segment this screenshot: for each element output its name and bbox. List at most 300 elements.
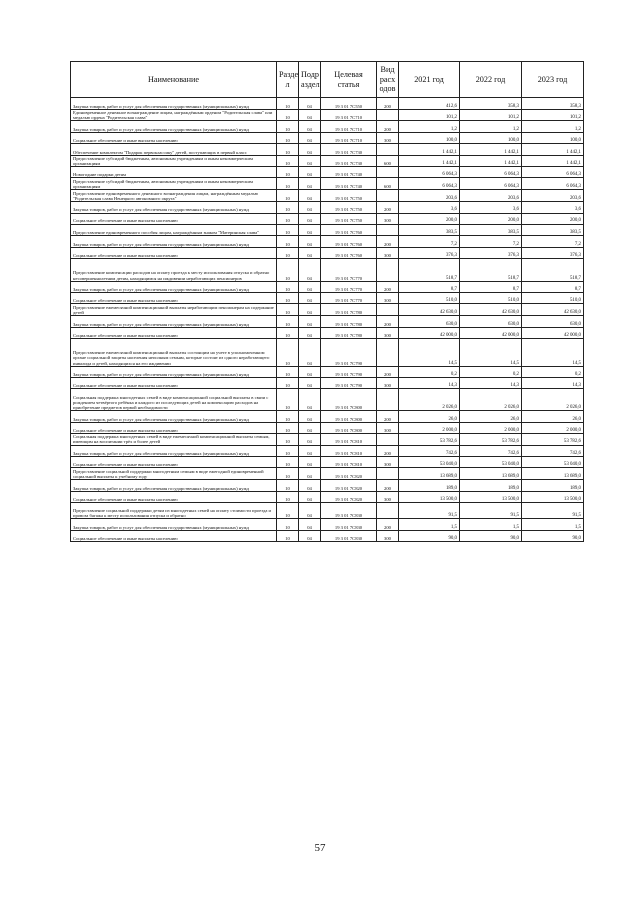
table-row bbox=[71, 519, 584, 531]
row-vid bbox=[377, 433, 399, 445]
table-row bbox=[71, 338, 584, 366]
row-vid: 200 bbox=[377, 316, 399, 328]
row-value-2021: 510,0 bbox=[399, 293, 460, 304]
row-razdel: 10 bbox=[277, 502, 299, 519]
row-value-2022: 14,3 bbox=[460, 378, 522, 389]
row-value-2022: 203,6 bbox=[460, 190, 522, 202]
row-value-2022: 14,5 bbox=[460, 338, 522, 366]
row-value-2021: 0,2 bbox=[399, 366, 460, 378]
row-target: 19 3 01 7С760 bbox=[321, 247, 377, 258]
table-row bbox=[71, 213, 584, 224]
row-value-2022: 2 000,0 bbox=[460, 422, 522, 433]
row-name: Обеспечение комплектом "Подарок первоклассику" детей, поступающих в первый класс bbox=[71, 144, 277, 156]
header-razdel: Разде л bbox=[277, 62, 299, 98]
row-value-2021: 53 040,0 bbox=[399, 457, 460, 468]
row-value-2022: 742,6 bbox=[460, 445, 522, 457]
row-vid: 200 bbox=[377, 98, 399, 110]
row-value-2023: 14,5 bbox=[522, 338, 584, 366]
row-value-2023: 6 064,3 bbox=[522, 178, 584, 190]
row-value-2023: 14,3 bbox=[522, 378, 584, 389]
row-vid: 300 bbox=[377, 378, 399, 389]
row-razdel: 10 bbox=[277, 224, 299, 236]
row-value-2021: 13 500,0 bbox=[399, 491, 460, 502]
row-value-2021: 376,3 bbox=[399, 247, 460, 258]
row-value-2022: 510,0 bbox=[460, 293, 522, 304]
row-vid bbox=[377, 338, 399, 366]
row-value-2021: 518,7 bbox=[399, 258, 460, 281]
row-podrazdel: 04 bbox=[299, 502, 321, 519]
row-value-2023: 53 782,6 bbox=[522, 433, 584, 445]
row-podrazdel: 04 bbox=[299, 258, 321, 281]
row-name: Закупка товаров, работ и услуг для обеспечения государственных (муниципальных) нужд bbox=[71, 281, 277, 293]
row-vid: 200 bbox=[377, 121, 399, 133]
row-target: 19 3 01 7С780 bbox=[321, 304, 377, 316]
row-value-2022: 6 064,3 bbox=[460, 178, 522, 190]
row-target: 19 3 01 7С770 bbox=[321, 293, 377, 304]
row-value-2023: 742,6 bbox=[522, 445, 584, 457]
row-value-2023: 1 442,1 bbox=[522, 144, 584, 156]
row-value-2022: 518,7 bbox=[460, 258, 522, 281]
row-podrazdel: 04 bbox=[299, 133, 321, 144]
row-vid: 200 bbox=[377, 201, 399, 213]
row-target: 19 3 01 7С830 bbox=[321, 502, 377, 519]
row-value-2023: 100,0 bbox=[522, 133, 584, 144]
row-target: 19 3 01 7С800 bbox=[321, 422, 377, 433]
row-razdel: 10 bbox=[277, 293, 299, 304]
row-podrazdel: 04 bbox=[299, 422, 321, 433]
row-value-2023: 90,0 bbox=[522, 531, 584, 542]
row-name: Социальное обеспечение и иные выплаты населению bbox=[71, 133, 277, 144]
row-vid: 300 bbox=[377, 327, 399, 338]
row-value-2023: 101,2 bbox=[522, 109, 584, 121]
row-value-2021: 3,6 bbox=[399, 201, 460, 213]
row-target: 19 3 01 7С780 bbox=[321, 316, 377, 328]
table-row bbox=[71, 224, 584, 236]
row-target: 19 3 01 7С770 bbox=[321, 258, 377, 281]
row-value-2022: 7,2 bbox=[460, 236, 522, 248]
row-podrazdel: 04 bbox=[299, 121, 321, 133]
row-value-2022: 53 040,0 bbox=[460, 457, 522, 468]
row-vid: 600 bbox=[377, 178, 399, 190]
row-name: Предоставление ежемесячной компенсационной выплаты состоящим на учете в уполномоченном органе социальной защиты населения неполным семьям, которые состоят из одного неработающего инвалида и детей, находящихся на его иждивении bbox=[71, 338, 277, 366]
row-name: Закупка товаров, работ и услуг для обеспечения государственных (муниципальных) нужд bbox=[71, 366, 277, 378]
row-name: Предоставление ежемесячной компенсационной выплаты неработающим пенсионерам на содержание детей bbox=[71, 304, 277, 316]
row-name: Социальное обеспечение и иные выплаты населению bbox=[71, 213, 277, 224]
row-name: Социальное обеспечение и иные выплаты населению bbox=[71, 247, 277, 258]
table-row bbox=[71, 445, 584, 457]
row-name: Предоставление компенсации расходов на оплату проезда к месту использования отпуска и обратно несовершеннолетним детям, находящимся на иждивении неработающих пенсионеров bbox=[71, 258, 277, 281]
row-value-2023: 13 689,0 bbox=[522, 468, 584, 480]
row-target: 19 3 01 7С750 bbox=[321, 213, 377, 224]
row-value-2022: 42 630,0 bbox=[460, 304, 522, 316]
row-razdel: 10 bbox=[277, 144, 299, 156]
row-podrazdel: 04 bbox=[299, 316, 321, 328]
row-value-2022: 91,5 bbox=[460, 502, 522, 519]
row-vid bbox=[377, 190, 399, 202]
row-target: 19 3 01 7С740 bbox=[321, 178, 377, 190]
row-value-2022: 6 064,3 bbox=[460, 167, 522, 178]
row-razdel: 10 bbox=[277, 422, 299, 433]
row-value-2022: 3,6 bbox=[460, 201, 522, 213]
row-razdel: 10 bbox=[277, 457, 299, 468]
row-target: 19 3 01 7С710 bbox=[321, 133, 377, 144]
row-value-2022: 1 442,1 bbox=[460, 144, 522, 156]
row-target: 19 3 01 7С820 bbox=[321, 468, 377, 480]
row-value-2021: 42 000,0 bbox=[399, 327, 460, 338]
row-value-2023: 189,0 bbox=[522, 479, 584, 491]
row-razdel: 10 bbox=[277, 109, 299, 121]
row-name: Закупка товаров, работ и услуг для обеспечения государственных (муниципальных) нужд bbox=[71, 98, 277, 110]
row-value-2022: 42 000,0 bbox=[460, 327, 522, 338]
row-podrazdel: 04 bbox=[299, 98, 321, 110]
row-target: 19 3 01 7С750 bbox=[321, 201, 377, 213]
table-row bbox=[71, 304, 584, 316]
row-razdel: 10 bbox=[277, 445, 299, 457]
row-target: 19 3 01 7С750 bbox=[321, 190, 377, 202]
row-value-2021: 13 689,0 bbox=[399, 468, 460, 480]
row-value-2022: 26,0 bbox=[460, 411, 522, 423]
header-vid: Вид расх одов bbox=[377, 62, 399, 98]
row-razdel: 10 bbox=[277, 98, 299, 110]
row-razdel: 10 bbox=[277, 258, 299, 281]
row-name: Закупка товаров, работ и услуг для обеспечения государственных (муниципальных) нужд bbox=[71, 519, 277, 531]
row-value-2023: 1,2 bbox=[522, 121, 584, 133]
table-row bbox=[71, 293, 584, 304]
row-value-2021: 742,6 bbox=[399, 445, 460, 457]
table-header-row bbox=[71, 62, 584, 98]
row-value-2022: 630,0 bbox=[460, 316, 522, 328]
row-name: Социальная поддержка многодетных семей в виде ежемесячной компенсационной выплаты семьям, имеющим на воспитании трёх и более детей bbox=[71, 433, 277, 445]
row-name: Единовременное денежное вознаграждение лицам, награждённым орденом "Родительская слава" или медалью ордена "Родительская слава" bbox=[71, 109, 277, 121]
row-podrazdel: 04 bbox=[299, 155, 321, 167]
row-value-2021: 6 064,3 bbox=[399, 178, 460, 190]
row-razdel: 10 bbox=[277, 190, 299, 202]
row-razdel: 10 bbox=[277, 178, 299, 190]
row-target: 19 3 01 7С810 bbox=[321, 457, 377, 468]
row-name: Закупка товаров, работ и услуг для обеспечения государственных (муниципальных) нужд bbox=[71, 479, 277, 491]
row-vid bbox=[377, 167, 399, 178]
row-target: 19 3 01 7С800 bbox=[321, 411, 377, 423]
row-target: 19 3 01 7С760 bbox=[321, 224, 377, 236]
table-body bbox=[71, 98, 584, 542]
row-value-2023: 630,0 bbox=[522, 316, 584, 328]
row-value-2023: 358,3 bbox=[522, 98, 584, 110]
row-value-2021: 6 064,3 bbox=[399, 167, 460, 178]
row-value-2023: 0,2 bbox=[522, 366, 584, 378]
table-row bbox=[71, 201, 584, 213]
table-row bbox=[71, 247, 584, 258]
row-value-2023: 2 026,0 bbox=[522, 389, 584, 411]
row-value-2021: 100,0 bbox=[399, 133, 460, 144]
row-value-2021: 90,0 bbox=[399, 531, 460, 542]
row-value-2022: 53 782,6 bbox=[460, 433, 522, 445]
row-vid bbox=[377, 502, 399, 519]
row-razdel: 10 bbox=[277, 519, 299, 531]
row-value-2023: 13 500,0 bbox=[522, 491, 584, 502]
row-vid bbox=[377, 389, 399, 411]
header-2021: 2021 год bbox=[399, 62, 460, 98]
row-value-2022: 1,5 bbox=[460, 519, 522, 531]
row-razdel: 10 bbox=[277, 236, 299, 248]
table-row bbox=[71, 433, 584, 445]
row-podrazdel: 04 bbox=[299, 411, 321, 423]
row-podrazdel: 04 bbox=[299, 479, 321, 491]
row-value-2022: 90,0 bbox=[460, 531, 522, 542]
table-row bbox=[71, 144, 584, 156]
table-row bbox=[71, 378, 584, 389]
row-target: 19 3 01 7С810 bbox=[321, 433, 377, 445]
table-row bbox=[71, 258, 584, 281]
row-value-2023: 1,5 bbox=[522, 519, 584, 531]
row-target: 19 3 01 7С830 bbox=[321, 531, 377, 542]
row-podrazdel: 04 bbox=[299, 327, 321, 338]
table-row bbox=[71, 98, 584, 110]
table-row bbox=[71, 109, 584, 121]
row-podrazdel: 04 bbox=[299, 144, 321, 156]
row-value-2023: 376,3 bbox=[522, 247, 584, 258]
row-podrazdel: 04 bbox=[299, 433, 321, 445]
table-row bbox=[71, 422, 584, 433]
row-podrazdel: 04 bbox=[299, 304, 321, 316]
row-razdel: 10 bbox=[277, 366, 299, 378]
row-vid: 300 bbox=[377, 491, 399, 502]
row-razdel: 10 bbox=[277, 167, 299, 178]
row-razdel: 10 bbox=[277, 338, 299, 366]
row-vid bbox=[377, 468, 399, 480]
row-value-2023: 6 064,3 bbox=[522, 167, 584, 178]
table-row bbox=[71, 366, 584, 378]
row-vid: 600 bbox=[377, 155, 399, 167]
row-podrazdel: 04 bbox=[299, 178, 321, 190]
row-podrazdel: 04 bbox=[299, 366, 321, 378]
row-value-2022: 2 026,0 bbox=[460, 389, 522, 411]
row-name: Предоставление субсидий бюджетным, автономным учреждениям и иным некоммерческим организациям bbox=[71, 155, 277, 167]
row-target: 19 3 01 7С810 bbox=[321, 445, 377, 457]
row-vid: 200 bbox=[377, 519, 399, 531]
header-target: Целевая статья bbox=[321, 62, 377, 98]
row-value-2021: 8,7 bbox=[399, 281, 460, 293]
row-value-2022: 383,5 bbox=[460, 224, 522, 236]
table-row bbox=[71, 389, 584, 411]
row-value-2021: 189,0 bbox=[399, 479, 460, 491]
row-vid bbox=[377, 144, 399, 156]
row-podrazdel: 04 bbox=[299, 247, 321, 258]
row-value-2023: 200,0 bbox=[522, 213, 584, 224]
row-target: 19 3 01 7С710 bbox=[321, 121, 377, 133]
table-row bbox=[71, 133, 584, 144]
row-podrazdel: 04 bbox=[299, 293, 321, 304]
row-value-2021: 2 000,0 bbox=[399, 422, 460, 433]
row-vid: 200 bbox=[377, 411, 399, 423]
row-podrazdel: 04 bbox=[299, 531, 321, 542]
row-target: 19 3 01 7С830 bbox=[321, 519, 377, 531]
row-razdel: 10 bbox=[277, 491, 299, 502]
row-name: Закупка товаров, работ и услуг для обеспечения государственных (муниципальных) нужд bbox=[71, 316, 277, 328]
row-razdel: 10 bbox=[277, 133, 299, 144]
row-target: 19 3 01 7С710 bbox=[321, 109, 377, 121]
row-target: 19 3 01 7С790 bbox=[321, 378, 377, 389]
row-value-2023: 42 000,0 bbox=[522, 327, 584, 338]
row-value-2023: 3,6 bbox=[522, 201, 584, 213]
row-value-2021: 412,6 bbox=[399, 98, 460, 110]
header-2023: 2023 год bbox=[522, 62, 584, 98]
row-name: Закупка товаров, работ и услуг для обеспечения государственных (муниципальных) нужд bbox=[71, 236, 277, 248]
row-value-2022: 1,2 bbox=[460, 121, 522, 133]
row-value-2022: 376,3 bbox=[460, 247, 522, 258]
table-row bbox=[71, 178, 584, 190]
row-name: Предоставление социальной поддержки детям из многодетных семей на оплату стоимости проезда и провоза багажа к месту использования отпуска и обратно bbox=[71, 502, 277, 519]
row-value-2023: 91,5 bbox=[522, 502, 584, 519]
row-razdel: 10 bbox=[277, 479, 299, 491]
row-value-2022: 200,0 bbox=[460, 213, 522, 224]
row-razdel: 10 bbox=[277, 389, 299, 411]
table-row bbox=[71, 531, 584, 542]
row-razdel: 10 bbox=[277, 155, 299, 167]
row-target: 19 3 01 7С790 bbox=[321, 338, 377, 366]
row-target: 19 3 01 7С770 bbox=[321, 281, 377, 293]
table-row bbox=[71, 121, 584, 133]
row-podrazdel: 04 bbox=[299, 190, 321, 202]
row-name: Закупка товаров, работ и услуг для обеспечения государственных (муниципальных) нужд bbox=[71, 201, 277, 213]
row-razdel: 10 bbox=[277, 247, 299, 258]
row-vid: 200 bbox=[377, 236, 399, 248]
row-target: 19 3 01 7С730 bbox=[321, 155, 377, 167]
row-razdel: 10 bbox=[277, 281, 299, 293]
row-value-2023: 518,7 bbox=[522, 258, 584, 281]
row-value-2021: 53 782,6 bbox=[399, 433, 460, 445]
row-value-2022: 100,0 bbox=[460, 133, 522, 144]
table-row bbox=[71, 411, 584, 423]
row-podrazdel: 04 bbox=[299, 378, 321, 389]
budget-table bbox=[70, 61, 584, 542]
row-name: Предоставление единовременного денежного вознаграждения лицам, награждённым медалью "Родительская слава Ненецкого автономного округа" bbox=[71, 190, 277, 202]
row-value-2021: 26,0 bbox=[399, 411, 460, 423]
row-vid: 200 bbox=[377, 281, 399, 293]
row-podrazdel: 04 bbox=[299, 338, 321, 366]
row-razdel: 10 bbox=[277, 433, 299, 445]
row-target: 19 3 01 7С820 bbox=[321, 479, 377, 491]
row-podrazdel: 04 bbox=[299, 109, 321, 121]
row-vid bbox=[377, 258, 399, 281]
row-value-2021: 7,2 bbox=[399, 236, 460, 248]
row-vid bbox=[377, 304, 399, 316]
row-target: 19 3 01 7С740 bbox=[321, 167, 377, 178]
row-vid: 300 bbox=[377, 422, 399, 433]
table-row bbox=[71, 316, 584, 328]
table-row bbox=[71, 190, 584, 202]
table-row bbox=[71, 236, 584, 248]
row-podrazdel: 04 bbox=[299, 213, 321, 224]
row-podrazdel: 04 bbox=[299, 457, 321, 468]
row-podrazdel: 04 bbox=[299, 224, 321, 236]
row-razdel: 10 bbox=[277, 411, 299, 423]
row-name: Социальное обеспечение и иные выплаты населению bbox=[71, 293, 277, 304]
row-value-2021: 14,5 bbox=[399, 338, 460, 366]
row-value-2021: 1 442,1 bbox=[399, 144, 460, 156]
row-value-2021: 383,5 bbox=[399, 224, 460, 236]
row-razdel: 10 bbox=[277, 378, 299, 389]
header-name: Наименование bbox=[71, 62, 277, 98]
row-value-2022: 13 689,0 bbox=[460, 468, 522, 480]
table-row bbox=[71, 281, 584, 293]
row-name: Социальное обеспечение и иные выплаты населению bbox=[71, 457, 277, 468]
row-podrazdel: 04 bbox=[299, 491, 321, 502]
table-row bbox=[71, 327, 584, 338]
table-row bbox=[71, 491, 584, 502]
row-target: 19 3 01 7С550 bbox=[321, 98, 377, 110]
row-value-2021: 42 630,0 bbox=[399, 304, 460, 316]
row-vid bbox=[377, 224, 399, 236]
row-vid: 300 bbox=[377, 213, 399, 224]
row-vid: 200 bbox=[377, 445, 399, 457]
row-razdel: 10 bbox=[277, 304, 299, 316]
table-row bbox=[71, 457, 584, 468]
row-value-2022: 358,3 bbox=[460, 98, 522, 110]
row-value-2023: 8,7 bbox=[522, 281, 584, 293]
row-razdel: 10 bbox=[277, 213, 299, 224]
table-row bbox=[71, 479, 584, 491]
row-name: Предоставление единовременного пособия лицам, награждённым знаком "Материнская слава" bbox=[71, 224, 277, 236]
row-name: Закупка товаров, работ и услуг для обеспечения государственных (муниципальных) нужд bbox=[71, 411, 277, 423]
row-name: Социальное обеспечение и иные выплаты населению bbox=[71, 327, 277, 338]
row-target: 19 3 01 7С800 bbox=[321, 389, 377, 411]
row-name: Закупка товаров, работ и услуг для обеспечения государственных (муниципальных) нужд bbox=[71, 121, 277, 133]
row-target: 19 3 01 7С730 bbox=[321, 144, 377, 156]
row-name: Социальное обеспечение и иные выплаты населению bbox=[71, 491, 277, 502]
row-podrazdel: 04 bbox=[299, 468, 321, 480]
row-razdel: 10 bbox=[277, 531, 299, 542]
row-value-2021: 200,0 bbox=[399, 213, 460, 224]
row-name: Закупка товаров, работ и услуг для обеспечения государственных (муниципальных) нужд bbox=[71, 445, 277, 457]
row-value-2021: 101,2 bbox=[399, 109, 460, 121]
row-value-2021: 1 442,1 bbox=[399, 155, 460, 167]
row-podrazdel: 04 bbox=[299, 167, 321, 178]
row-value-2023: 383,5 bbox=[522, 224, 584, 236]
row-vid: 300 bbox=[377, 133, 399, 144]
table-row bbox=[71, 468, 584, 480]
row-name: Социальное обеспечение и иные выплаты населению bbox=[71, 378, 277, 389]
row-name: Социальная поддержка многодетных семей в виде компенсационной социальной выплаты в связи с рождением четвёртого ребёнка и каждого из последующих детей на компенсацию расходов на приобретение предметов первой необходимости bbox=[71, 389, 277, 411]
row-vid bbox=[377, 109, 399, 121]
row-value-2023: 26,0 bbox=[522, 411, 584, 423]
row-razdel: 10 bbox=[277, 468, 299, 480]
row-podrazdel: 04 bbox=[299, 201, 321, 213]
row-vid: 300 bbox=[377, 457, 399, 468]
row-value-2021: 91,5 bbox=[399, 502, 460, 519]
row-target: 19 3 01 7С760 bbox=[321, 236, 377, 248]
row-podrazdel: 04 bbox=[299, 281, 321, 293]
row-vid: 300 bbox=[377, 247, 399, 258]
row-value-2021: 1,2 bbox=[399, 121, 460, 133]
header-podrazdel: Подр аздел bbox=[299, 62, 321, 98]
row-vid: 200 bbox=[377, 366, 399, 378]
row-value-2022: 1 442,1 bbox=[460, 155, 522, 167]
row-razdel: 10 bbox=[277, 327, 299, 338]
row-vid: 300 bbox=[377, 531, 399, 542]
row-vid: 200 bbox=[377, 479, 399, 491]
row-target: 19 3 01 7С790 bbox=[321, 366, 377, 378]
row-value-2023: 510,0 bbox=[522, 293, 584, 304]
row-podrazdel: 04 bbox=[299, 236, 321, 248]
row-value-2021: 203,6 bbox=[399, 190, 460, 202]
row-value-2021: 14,3 bbox=[399, 378, 460, 389]
row-value-2022: 13 500,0 bbox=[460, 491, 522, 502]
row-value-2021: 1,5 bbox=[399, 519, 460, 531]
row-value-2023: 203,6 bbox=[522, 190, 584, 202]
table-row bbox=[71, 502, 584, 519]
header-2022: 2022 год bbox=[460, 62, 522, 98]
row-value-2023: 53 040,0 bbox=[522, 457, 584, 468]
